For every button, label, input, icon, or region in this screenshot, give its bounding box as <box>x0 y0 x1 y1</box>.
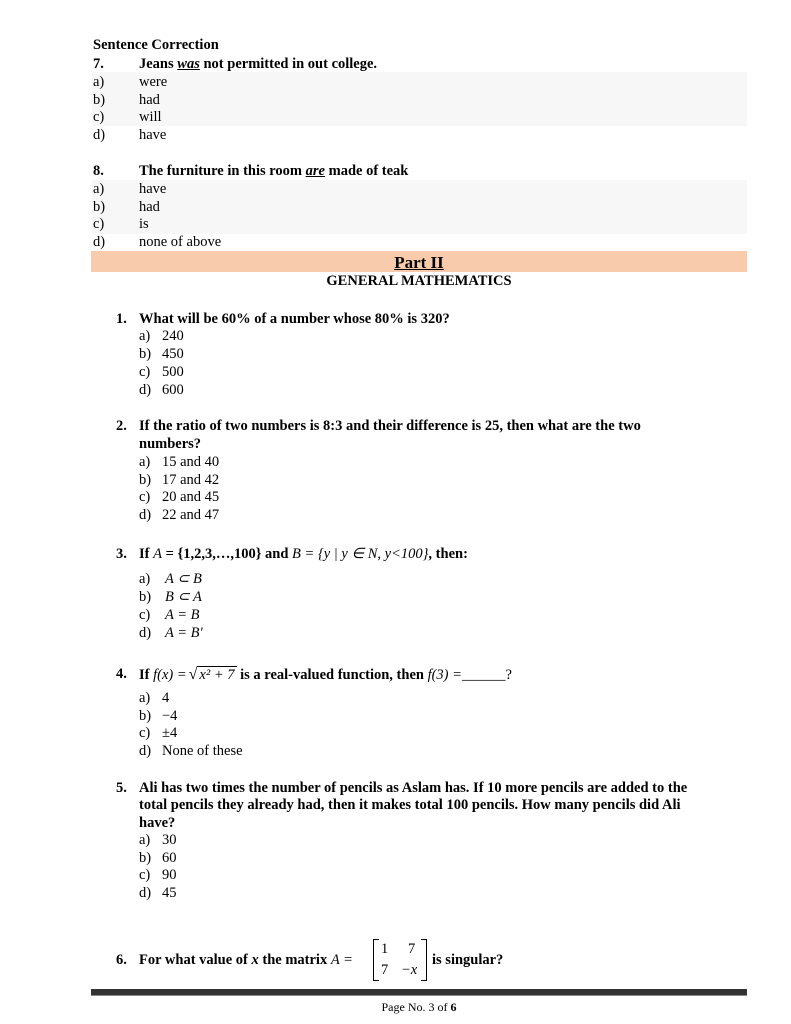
question-text: total pencils they already had, then it makes total 100 pencils. How many pencils did Ali <box>139 797 681 813</box>
option-label: a) <box>139 571 151 587</box>
question-text <box>139 56 377 73</box>
option-text: 15 and 40 <box>162 454 220 470</box>
option-label: a) <box>139 832 151 848</box>
underlined-word: was <box>177 56 200 72</box>
page-current: 3 <box>428 1000 435 1014</box>
footer-rule <box>91 989 747 996</box>
option-text: A = B' <box>165 625 203 641</box>
option-text: 600 <box>162 382 184 398</box>
option-label: a) <box>93 181 105 197</box>
option-label: c) <box>93 216 105 232</box>
option-label: b) <box>139 471 152 488</box>
question-text-part: , then: <box>428 546 468 562</box>
question-number: 5. <box>116 780 127 796</box>
option-label: c) <box>139 725 151 742</box>
option-text: had <box>139 91 160 108</box>
option-text: 500 <box>162 364 184 380</box>
set-symbol: A <box>153 546 162 562</box>
option-text: 4 <box>162 690 170 706</box>
option-label: d) <box>93 233 106 250</box>
option-text: were <box>139 74 168 90</box>
option-text: have <box>139 181 167 197</box>
question-number: 4. <box>116 666 127 682</box>
page-mid: of <box>434 1000 451 1014</box>
matrix-cell: 1 <box>381 941 389 957</box>
option-text: 90 <box>162 867 177 884</box>
option-text: 60 <box>162 849 177 866</box>
question-text: Ali has two times the number of pencils as Aslam has. If 10 more pencils are added to the <box>139 780 688 796</box>
part-title: Part II <box>394 253 444 272</box>
question-text-part: For what value of <box>139 952 252 968</box>
underlined-word: are <box>305 163 325 179</box>
option-label: a) <box>93 74 105 90</box>
option-label: c) <box>139 364 151 380</box>
question-text-part: The furniture in this room <box>139 163 306 179</box>
option-label: a) <box>139 328 151 344</box>
question-text: have? <box>139 815 176 831</box>
option-text: none of above <box>139 233 222 250</box>
option-text: A ⊂ B <box>165 571 202 587</box>
option-text: 45 <box>162 885 177 902</box>
option-label: b) <box>139 707 152 724</box>
option-text: −4 <box>162 707 178 724</box>
question-number: 3. <box>116 546 127 562</box>
page-number <box>0 999 791 1016</box>
function-expression: f(3) = <box>427 667 462 683</box>
option-label: b) <box>93 198 106 215</box>
answer-blank: ______? <box>461 667 512 683</box>
question-text-part: Jeans <box>139 56 178 72</box>
option-label: b) <box>139 589 152 605</box>
question-text-part: the matrix <box>258 952 331 968</box>
question-text-part: If <box>139 546 154 562</box>
question-number: 2. <box>116 418 127 434</box>
radicand: x² + 7 <box>199 667 235 683</box>
option-label: d) <box>139 625 152 641</box>
option-text: 17 and 42 <box>162 471 220 488</box>
matrix-right-bracket <box>421 939 427 981</box>
matrix-left-bracket <box>373 939 379 981</box>
question-number: 8. <box>93 163 104 179</box>
question-number: 1. <box>116 311 127 327</box>
option-text: is <box>139 216 149 232</box>
question-text: What will be 60% of a number whose 80% is 320? <box>139 311 450 327</box>
matrix-cell: 7 <box>381 962 389 978</box>
question-text-part: made of teak <box>324 163 409 179</box>
option-label: b) <box>139 849 152 866</box>
option-label: c) <box>93 109 105 125</box>
matrix-cell: 7 <box>408 941 416 957</box>
option-label: d) <box>93 126 106 143</box>
option-label: d) <box>139 507 152 524</box>
question-text-part: = {1,2,3,…,100} and <box>161 546 293 562</box>
section-title: Sentence Correction <box>93 37 219 53</box>
sqrt-sign: √ <box>188 666 198 683</box>
option-text: ±4 <box>162 725 178 742</box>
question-number: 7. <box>93 56 104 72</box>
option-label: c) <box>139 867 151 884</box>
question-text <box>139 546 468 563</box>
part-subtitle: GENERAL MATHEMATICS <box>326 273 512 289</box>
matrix-cell: −x <box>401 962 418 978</box>
matrix-lhs: A = <box>330 952 353 968</box>
question-text: is singular? <box>432 952 504 968</box>
question-text-part: If <box>139 667 154 683</box>
option-label: a) <box>139 690 151 706</box>
option-text: 22 and 47 <box>162 507 220 524</box>
question-text: numbers? <box>139 436 202 452</box>
option-label: b) <box>139 346 152 362</box>
option-text: had <box>139 198 160 215</box>
option-label: c) <box>139 489 151 506</box>
option-text: 240 <box>162 328 184 344</box>
option-text: will <box>139 109 162 125</box>
question-text-part: not permitted in out college. <box>199 56 378 72</box>
option-label: c) <box>139 607 151 623</box>
option-label: d) <box>139 743 152 760</box>
options-shade <box>92 72 747 126</box>
question-text: If the ratio of two numbers is 8:3 and their difference is 25, then what are the two <box>139 418 641 434</box>
set-definition: B = {y | y ∈ N, y<100} <box>292 546 429 562</box>
question-text <box>139 163 408 180</box>
question-text <box>139 952 353 969</box>
question-text <box>139 666 512 684</box>
function-expression: f(x) = <box>153 667 187 683</box>
page-prefix: Page No. <box>381 1000 429 1014</box>
page-total: 6 <box>450 1000 457 1014</box>
options-shade <box>92 180 747 234</box>
option-text: B ⊂ A <box>165 589 202 605</box>
question-text-part: is a real-valued function, then <box>236 667 428 683</box>
option-text: 20 and 45 <box>162 489 220 506</box>
option-text: have <box>139 126 167 143</box>
option-label: d) <box>139 382 152 398</box>
option-text: None of these <box>162 743 243 760</box>
option-label: d) <box>139 885 152 902</box>
option-label: a) <box>139 454 151 470</box>
option-text: 450 <box>162 346 184 362</box>
variable: x <box>251 952 259 968</box>
option-text: 30 <box>162 832 177 848</box>
option-text: A = B <box>165 607 200 623</box>
option-label: b) <box>93 91 106 108</box>
question-number: 6. <box>116 952 127 968</box>
